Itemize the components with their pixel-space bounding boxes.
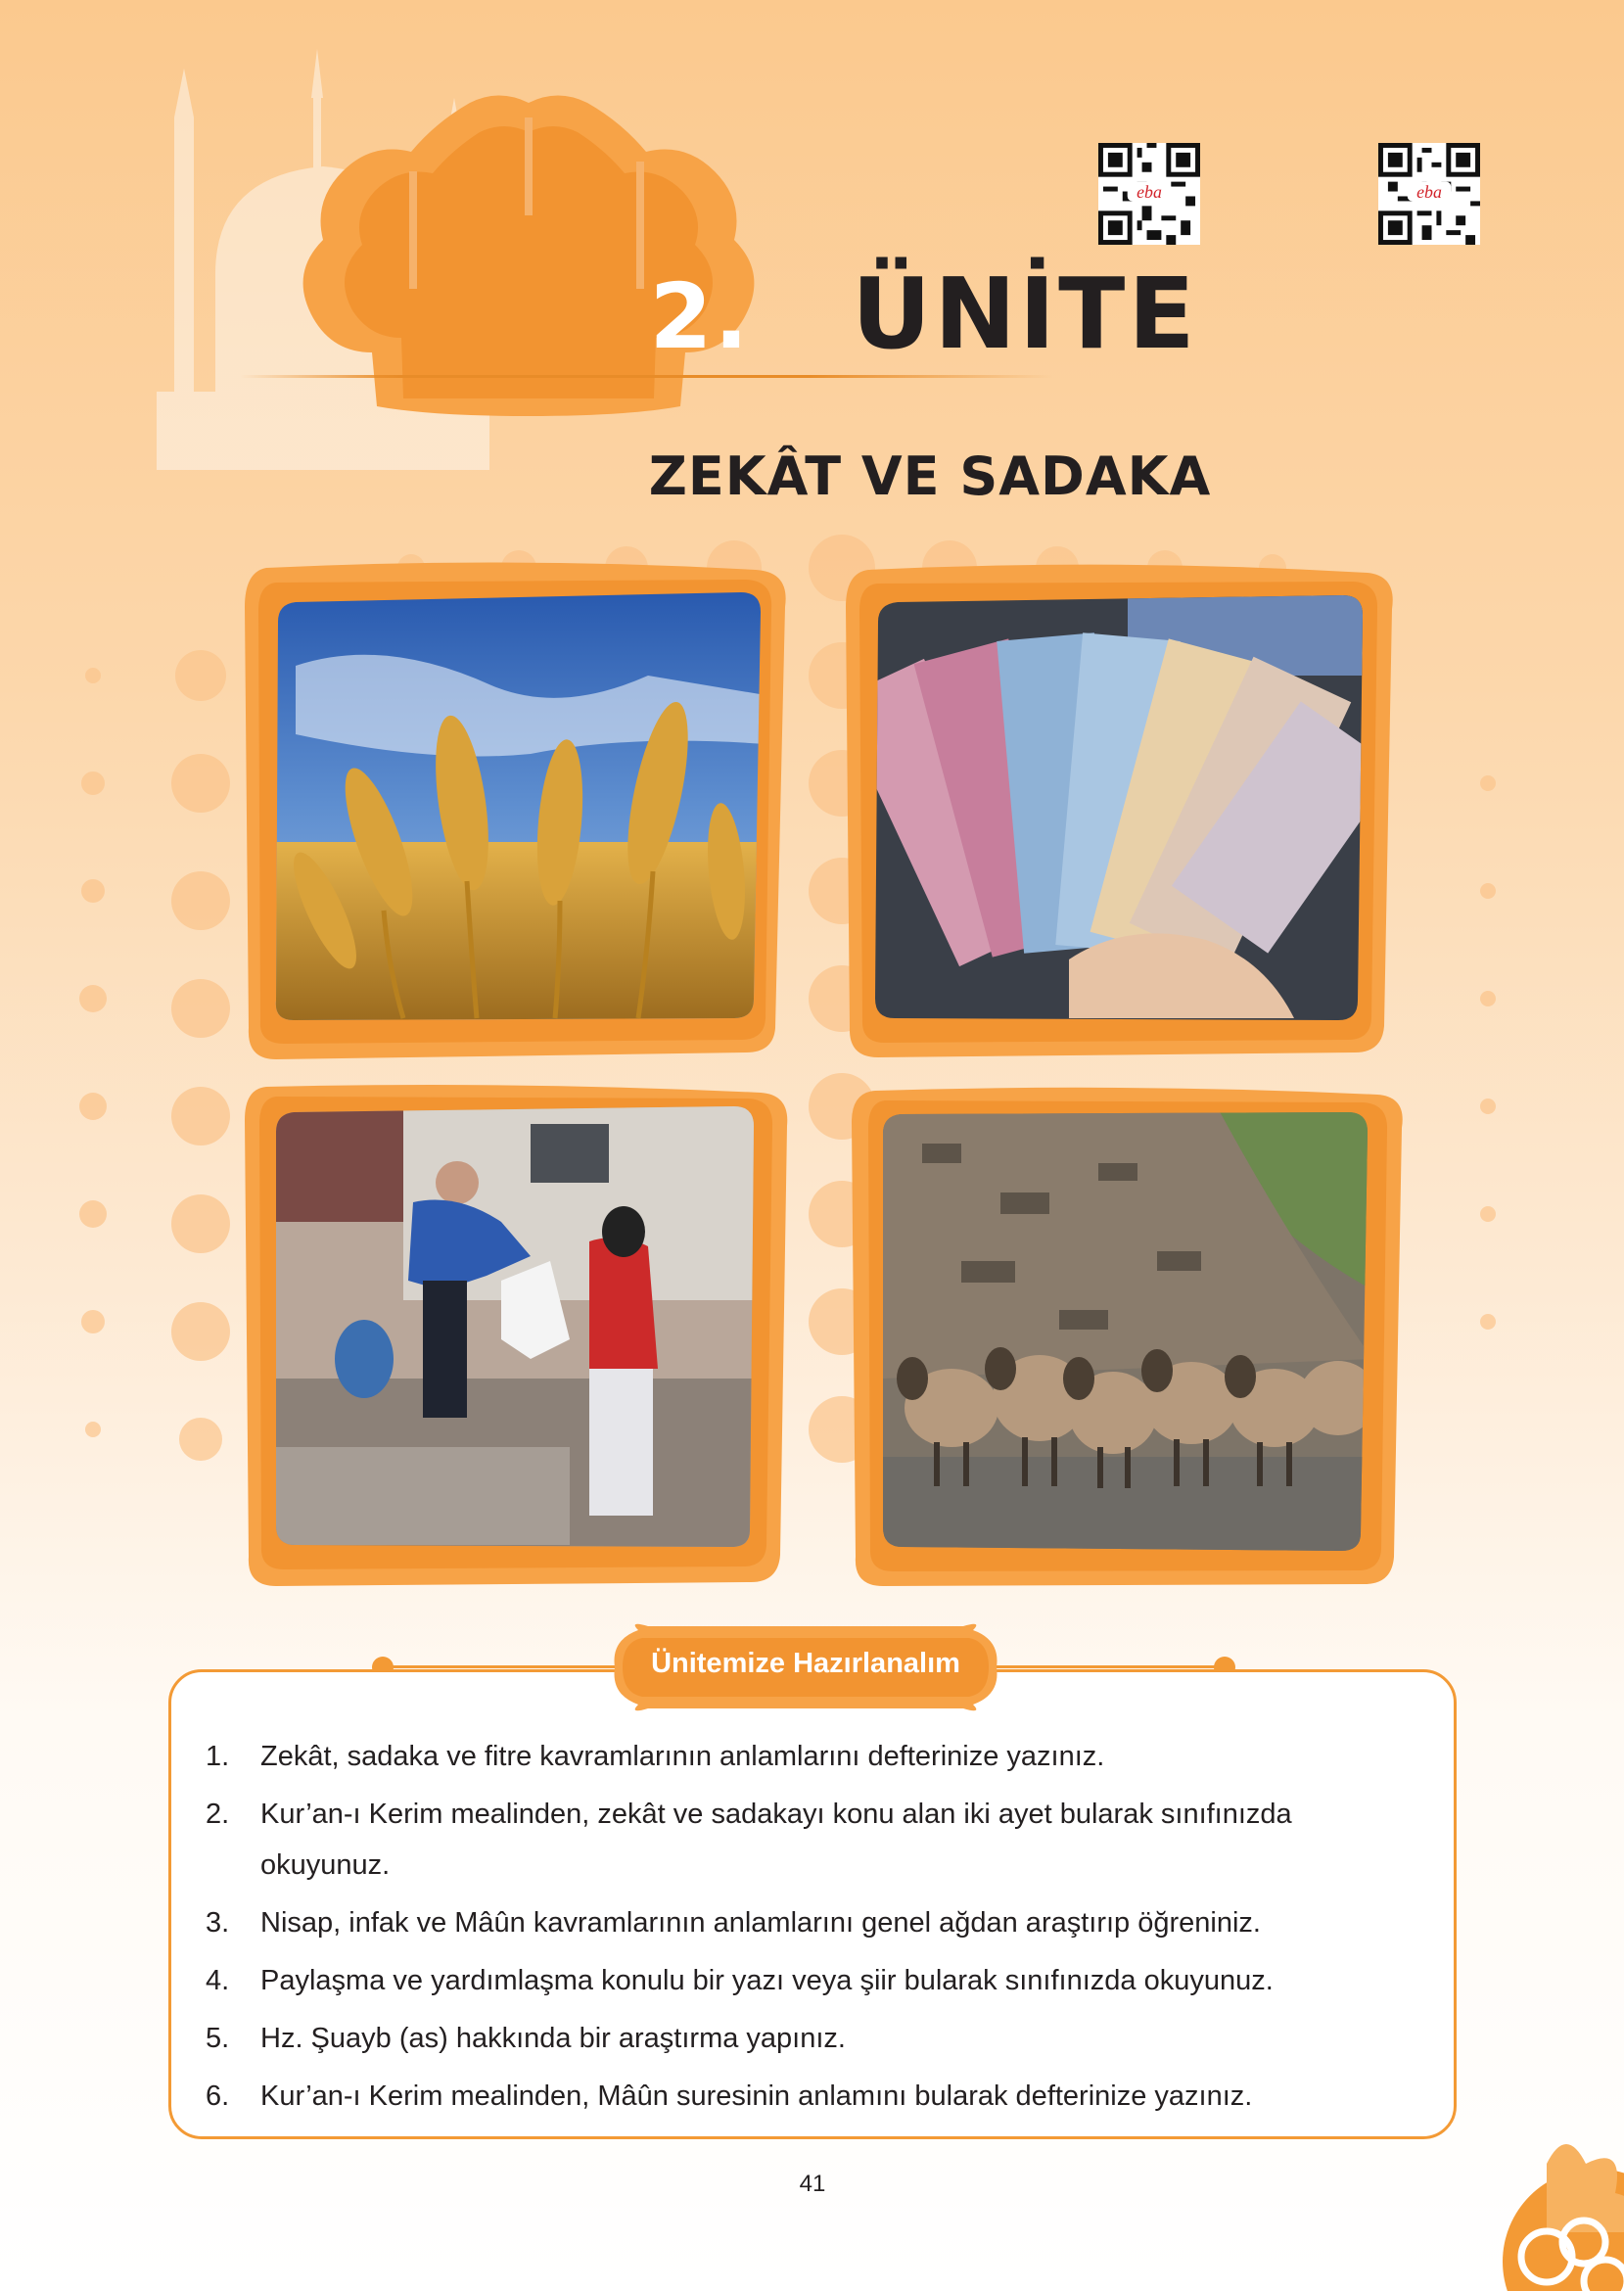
task-text: Hz. Şuayb (as) hakkında bir araştırma yapınız. <box>260 2023 846 2054</box>
unit-number: 2. <box>649 264 751 369</box>
svg-text:eba: eba <box>1416 181 1442 202</box>
photo-frame-sheep <box>844 1085 1410 1592</box>
heading-rail-left <box>380 1665 626 1668</box>
list-item <box>206 1897 1419 1948</box>
task-number: 5. <box>206 2023 230 2054</box>
task-text: Zekât, sadaka ve fitre kavramlarının anlamlarını defterinize yazınız. <box>260 1741 1105 1772</box>
task-number: 4. <box>206 1965 230 1996</box>
qr-code-icon <box>1378 143 1480 245</box>
page-number: 41 <box>799 2171 826 2197</box>
list-item <box>206 2071 1419 2122</box>
qr-code-icon <box>1098 143 1200 245</box>
photo-frame-money <box>834 548 1400 1067</box>
sheep-flock-image <box>844 1085 1410 1592</box>
task-number: 2. <box>206 1799 230 1830</box>
task-text: Paylaşma ve yardımlaşma konulu bir yazı veya şiir bularak sınıfınızda okuyunuz. <box>260 1965 1274 1996</box>
task-number: 1. <box>206 1741 230 1772</box>
task-text: Kur’an-ı Kerim mealinden, zekât ve sadakayı konu alan iki ayet bularak sınıfınızda okuyunuz. <box>260 1799 1292 1881</box>
heading-rail-right <box>985 1665 1230 1668</box>
list-item <box>206 2013 1419 2064</box>
task-text: Nisap, infak ve Mâûn kavramlarının anlamlarını genel ağdan araştırıp öğreniniz. <box>260 1907 1261 1939</box>
task-number: 6. <box>206 2081 230 2112</box>
header-rule <box>240 375 1052 378</box>
list-item <box>206 1955 1419 2006</box>
svg-text:eba: eba <box>1137 181 1162 202</box>
qr-code-right[interactable] <box>1378 143 1480 245</box>
aid-delivery-image <box>237 1085 803 1592</box>
task-text: Kur’an-ı Kerim mealinden, Mâûn suresinin anlamını bularak defterinize yazınız. <box>260 2081 1253 2112</box>
flower-ornament-icon <box>1459 2125 1624 2291</box>
list-item <box>206 1789 1419 1891</box>
photo-frame-wheat <box>237 548 803 1067</box>
unit-title: ZEKÂT VE SADAKA <box>648 445 1212 507</box>
preparation-heading: Ünitemize Hazırlanalım <box>651 1648 960 1679</box>
task-list <box>206 1731 1419 2128</box>
wheat-field-image <box>237 548 803 1067</box>
list-item <box>206 1731 1419 1782</box>
task-number: 3. <box>206 1907 230 1939</box>
qr-code-left[interactable] <box>1098 143 1200 245</box>
photo-frame-aid <box>237 1085 803 1592</box>
banknotes-image <box>834 548 1400 1067</box>
unit-word: ÜNİTE <box>852 257 1198 371</box>
